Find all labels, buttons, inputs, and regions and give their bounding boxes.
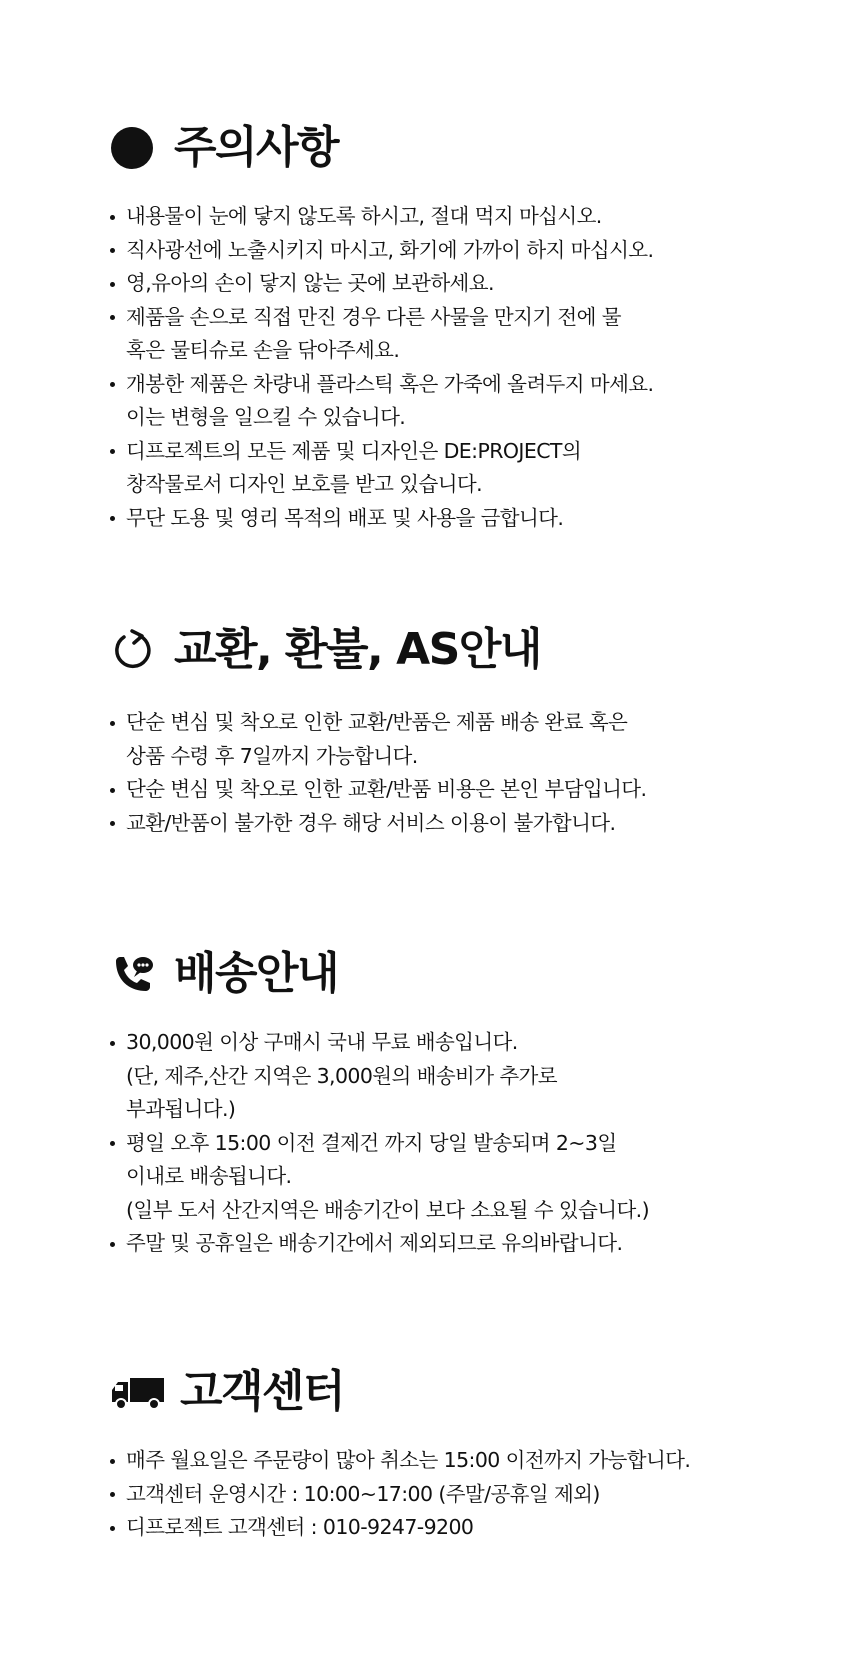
filled-circle-icon <box>110 123 160 173</box>
delivery-truck-icon <box>110 1367 166 1417</box>
shipping-list <box>110 1026 810 1261</box>
section-heading <box>110 944 810 1004</box>
list-item: 단순 변심 및 착오로 인한 교환/반품 비용은 본인 부담입니다. <box>110 773 810 807</box>
list-item: 직사광선에 노출시키지 마시고, 화기에 가까이 하지 마십시오. <box>110 234 810 268</box>
list-item: 교환/반품이 불가한 경우 해당 서비스 이용이 불가합니다. <box>110 807 810 841</box>
section-title: 고객센터 <box>180 1366 345 1417</box>
section-heading <box>110 118 810 178</box>
list-item: 30,000원 이상 구매시 국내 무료 배송입니다. (단, 제주,산간 지역은 3,000원의 배송비가 추가로 부과됩니다.) <box>110 1026 810 1127</box>
exchange-list <box>110 706 810 840</box>
list-item: 고객센터 운영시간 : 10:00~17:00 (주말/공휴일 제외) <box>110 1478 810 1512</box>
section-title: 배송안내 <box>174 948 339 999</box>
list-item: 무단 도용 및 영리 목적의 배포 및 사용을 금합니다. <box>110 502 810 536</box>
section-shipping <box>110 944 810 1261</box>
refresh-icon <box>110 625 160 675</box>
phone-chat-icon <box>110 949 160 999</box>
section-caution <box>110 118 810 535</box>
list-item: 매주 월요일은 주문량이 많아 취소는 15:00 이전까지 가능합니다. <box>110 1444 810 1478</box>
caution-list <box>110 200 810 535</box>
customer-center-list <box>110 1444 810 1545</box>
list-item: 디프로젝트의 모든 제품 및 디자인은 DE:PROJECT의 창작물로서 디자인 보호를 받고 있습니다. <box>110 435 810 502</box>
list-item: 내용물이 눈에 닿지 않도록 하시고, 절대 먹지 마십시오. <box>110 200 810 234</box>
list-item: 단순 변심 및 착오로 인한 교환/반품은 제품 배송 완료 혹은 상품 수령 후 7일까지 가능합니다. <box>110 706 810 773</box>
section-heading <box>110 620 810 680</box>
list-item: 주말 및 공휴일은 배송기간에서 제외되므로 유의바랍니다. <box>110 1227 810 1261</box>
section-title: 교환, 환불, AS안내 <box>174 624 541 675</box>
list-item: 평일 오후 15:00 이전 결제건 까지 당일 발송되며 2~3일 이내로 배송됩니다. (일부 도서 산간지역은 배송기간이 보다 소요될 수 있습니다.) <box>110 1127 810 1228</box>
section-title: 주의사항 <box>174 122 339 173</box>
section-exchange-refund <box>110 620 810 840</box>
list-item: 디프로젝트 고객센터 : 010-9247-9200 <box>110 1511 810 1545</box>
section-heading <box>110 1362 810 1422</box>
section-customer-center <box>110 1362 810 1545</box>
list-item: 제품을 손으로 직접 만진 경우 다른 사물을 만지기 전에 물 혹은 물티슈로 손을 닦아주세요. <box>110 301 810 368</box>
list-item: 개봉한 제품은 차량내 플라스틱 혹은 가죽에 올려두지 마세요. 이는 변형을 일으킬 수 있습니다. <box>110 368 810 435</box>
list-item: 영,유아의 손이 닿지 않는 곳에 보관하세요. <box>110 267 810 301</box>
